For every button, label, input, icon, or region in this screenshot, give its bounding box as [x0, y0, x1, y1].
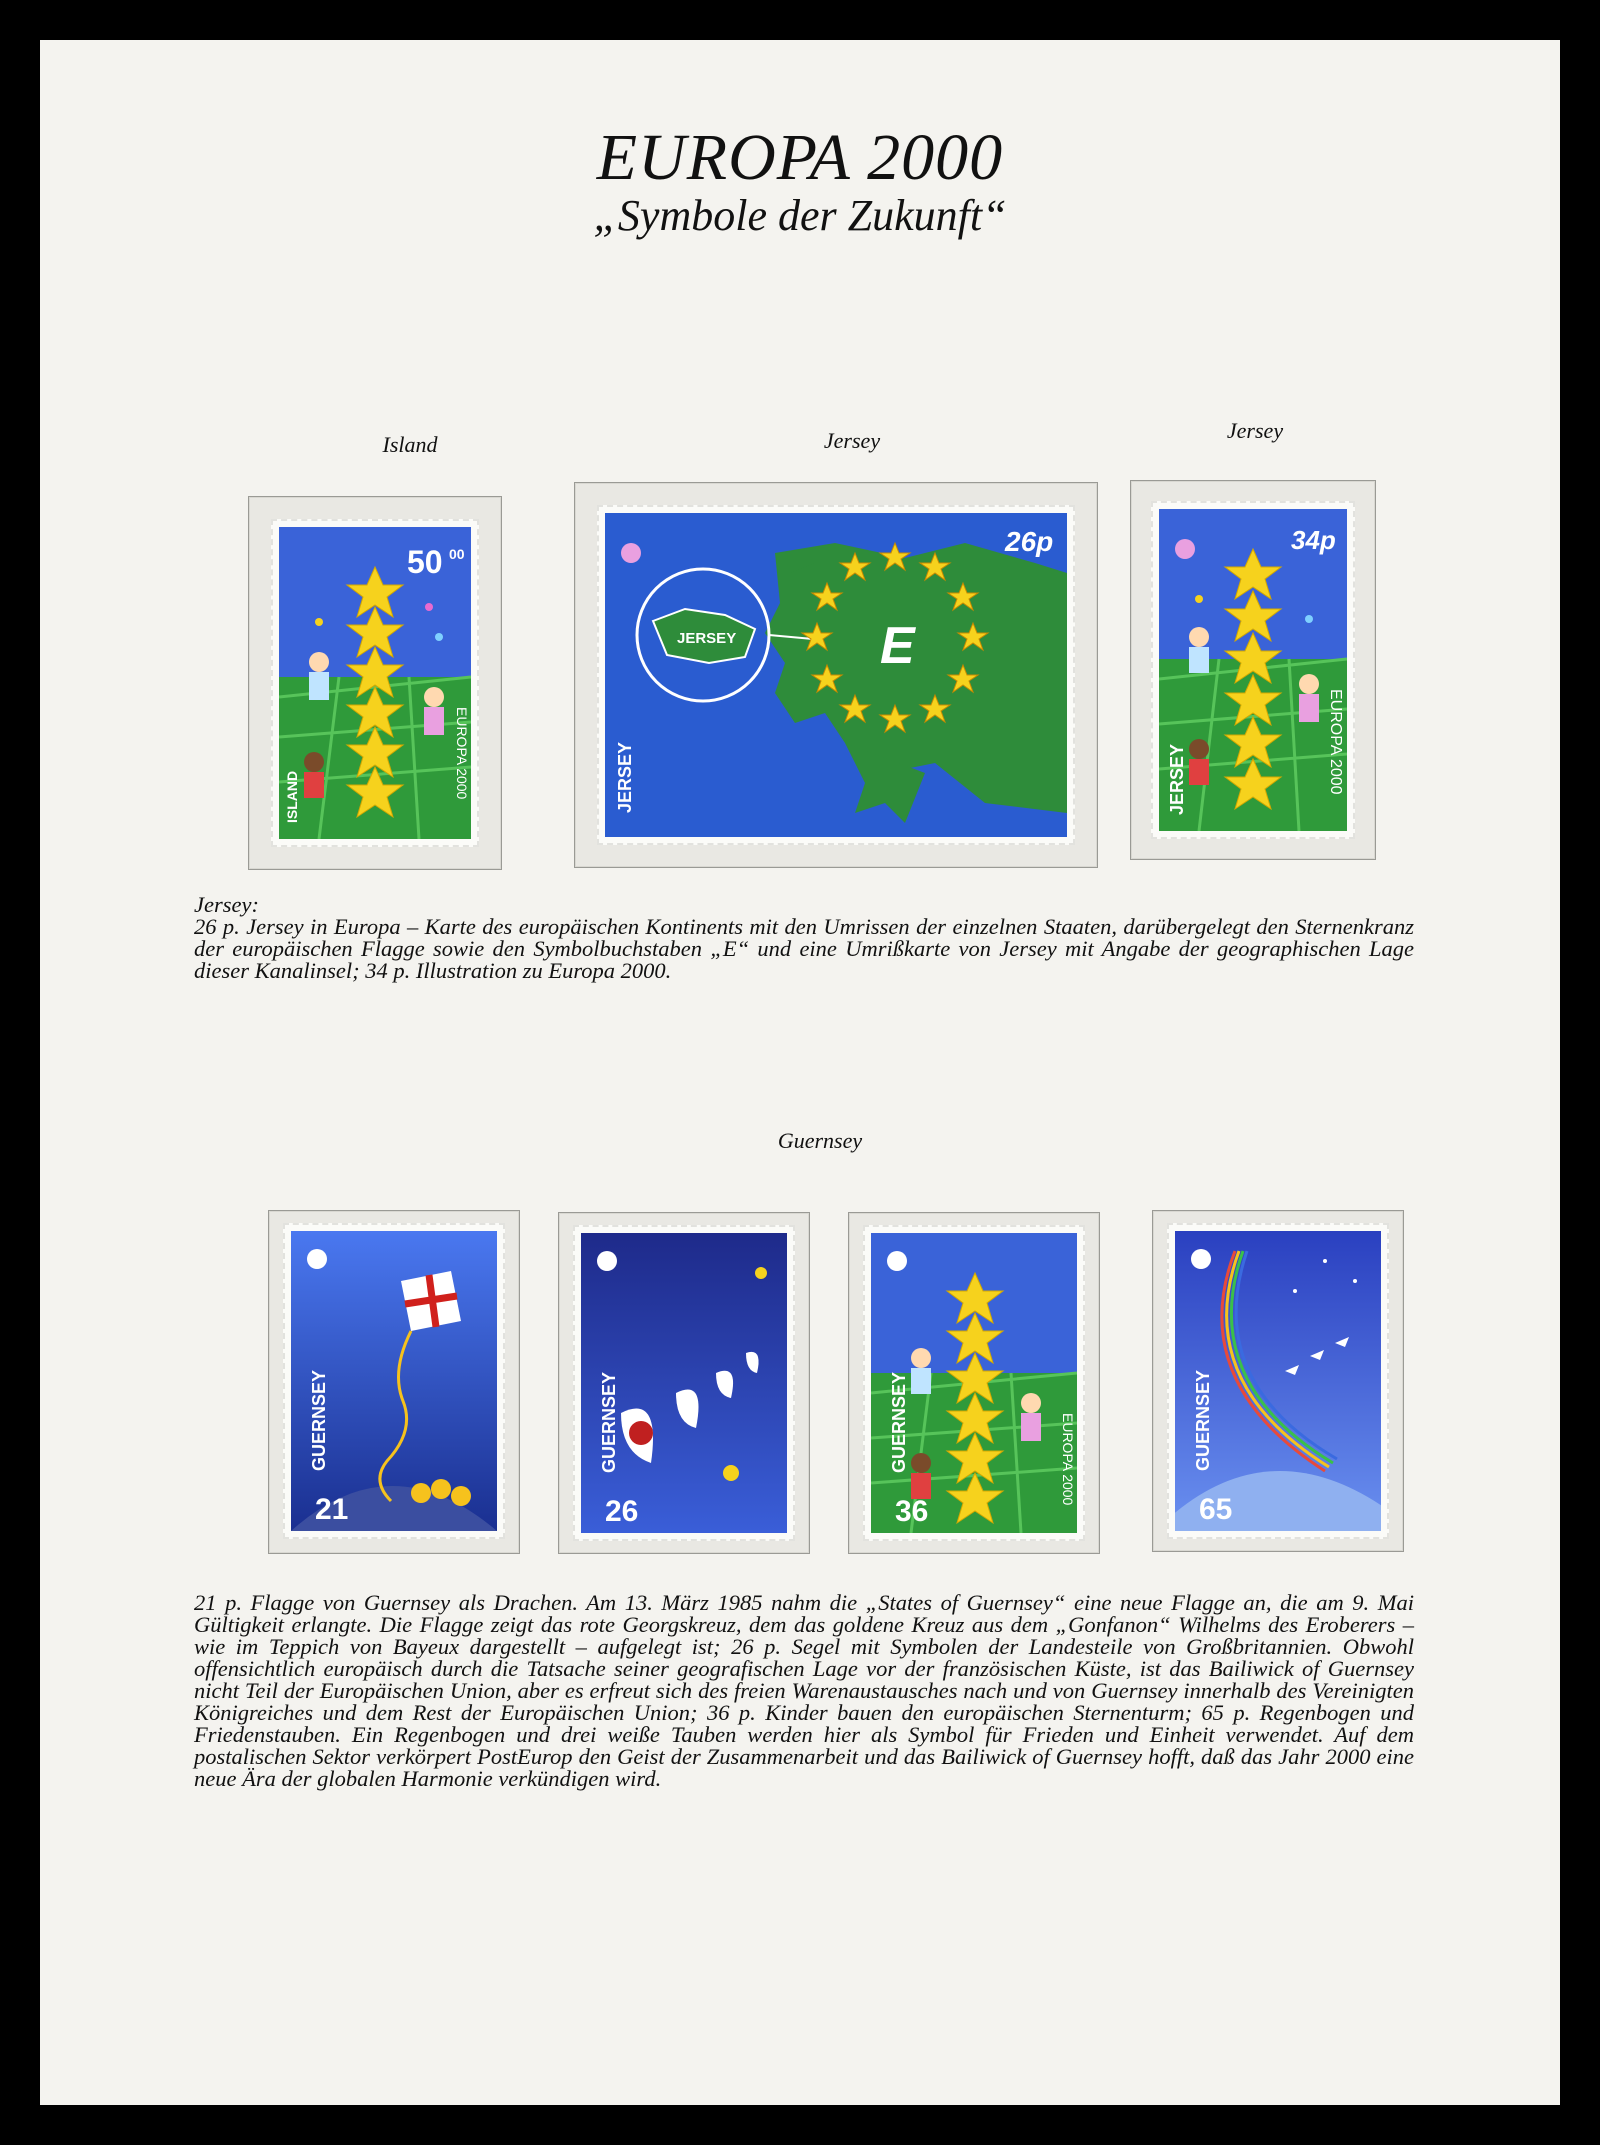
- page-title: EUROPA 2000: [596, 121, 1004, 194]
- stamp-country: JERSEY: [615, 741, 635, 813]
- stamp-country: GUERNSEY: [1193, 1369, 1213, 1471]
- stamp-mount-guernsey-65: [1152, 1210, 1404, 1552]
- stamp-guernsey-sails: [581, 1233, 787, 1533]
- stamp-guernsey-rainbow: [1175, 1231, 1381, 1531]
- stamp-europa-text: EUROPA 2000: [1060, 1413, 1076, 1506]
- stamp-value: 34p: [1291, 525, 1336, 555]
- album-page: [40, 40, 1560, 2105]
- stamp-value: 26p: [1005, 526, 1054, 557]
- stamp-mount-guernsey-26: [558, 1212, 810, 1554]
- label-jersey-1: Jersey: [823, 428, 881, 453]
- jersey-description-text: 26 p. Jersey in Europa – Karte des europäischen Kontinents mit den Umrissen der einzelnen Staaten, darübergelegt den Sternenkranz der europäischen Flagge sowie den Symbolbuchstaben „E“ und eine Umrißkarte von Jersey mit Angabe der geographischen Lage dieser Kanalinsel; 34 p. Illustration zu Europa 2000.: [194, 914, 1414, 983]
- page-subtitle: „Symbole der Zukunft“: [593, 191, 1007, 240]
- stamp-value: 26: [605, 1495, 639, 1528]
- stamp-value-sup: 00: [449, 546, 465, 562]
- stamp-mount-island: [248, 496, 502, 870]
- jersey-description: [194, 894, 1414, 982]
- stamp-value: 36: [895, 1495, 929, 1528]
- stamp-map-label: JERSEY: [677, 630, 737, 647]
- label-jersey-2: Jersey: [1226, 418, 1284, 443]
- stamp-e-letter: E: [880, 617, 915, 675]
- stamp-country: GUERNSEY: [309, 1369, 329, 1471]
- stamp-country: GUERNSEY: [889, 1371, 909, 1473]
- stamp-country: JERSEY: [1167, 743, 1187, 815]
- stamp-guernsey-kite: [291, 1231, 497, 1531]
- stamp-value: 65: [1199, 1493, 1233, 1526]
- jersey-description-heading: Jersey:: [194, 892, 259, 917]
- stamp-jersey-star-tower: [1159, 509, 1347, 831]
- stamp-europa-text: EUROPA 2000: [1327, 689, 1344, 795]
- guernsey-description: 21 p. Flagge von Guernsey als Drachen. Am 13. März 1985 nahm die „States of Guernsey“ eine neue Flagge an, die am 9. Mai Gültigkeit erlangte. Die Flagge zeigt das rote Georgskreuz, dem das goldene Kreuz aus dem „Gonfanon“ Wilhelms des Eroberers – wie im Teppich von Bayeux dargestellt – aufgelegt ist; 26 p. Segel mit Symbolen der Landesteile von Großbritannien. Obwohl offensichtlich europäisch durch die Tatsache seiner geografischen Lage vor der französischen Küste, ist das Bailiwick of Guernsey nicht Teil der Europäischen Union, aber es erfreut sich des freien Warenaustausches nach und von Guernsey innerhalb des Vereinigten Königreiches und dem Rest der Europäischen Union; 36 p. Kinder bauen den europäischen Sternenturm; 65 p. Regenbogen und Friedenstauben. Ein Regenbogen und drei weiße Tauben werden hier als Symbol für Frieden und Einheit verwendet. Auf dem postalischen Sektor verkörpert PostEurop den Geist der Zusammenarbeit und das Bailiwick of Guernsey hofft, daß das Jahr 2000 eine neue Ära der globalen Harmonie verkündigen wird.: [194, 1590, 1414, 1791]
- stamp-mount-guernsey-36: [848, 1212, 1100, 1554]
- stamp-jersey-europe-map: [605, 513, 1067, 837]
- stamp-country: ISLAND: [284, 770, 300, 823]
- stamp-mount-jersey-map: [574, 482, 1098, 868]
- label-island: Island: [382, 432, 438, 457]
- stamp-mount-jersey-34: [1130, 480, 1376, 860]
- stamp-mount-guernsey-21: [268, 1210, 520, 1554]
- stamp-value: 21: [315, 1493, 349, 1526]
- stamp-value: 50: [407, 544, 443, 580]
- stamp-country: GUERNSEY: [599, 1371, 619, 1473]
- stamp-europa-text: EUROPA 2000: [454, 707, 470, 800]
- stamp-guernsey-star-tower: [871, 1233, 1077, 1533]
- label-guernsey: Guernsey: [777, 1128, 863, 1153]
- stamp-island-star-tower: [279, 527, 471, 839]
